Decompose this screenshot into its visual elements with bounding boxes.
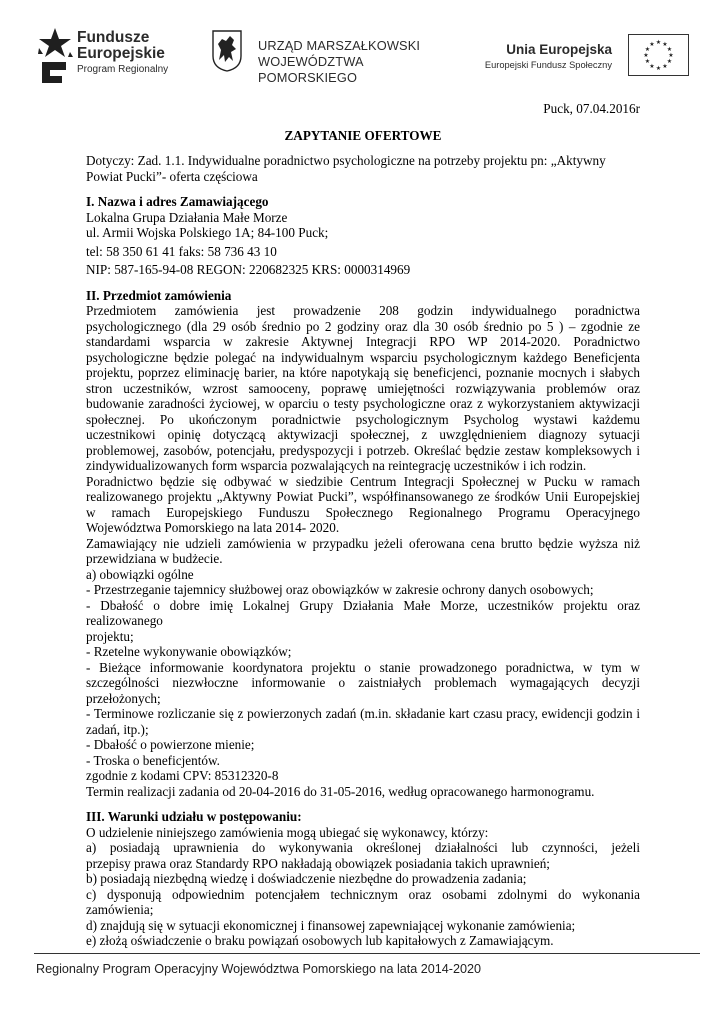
para1-line: budowanie zaradności życiowej, w oparciu o testy psychologiczne oraz z wykorzystaniem aktywizacji (86, 396, 640, 411)
duty-item: zadań, itp.); (86, 721, 149, 737)
section1-line: Lokalna Grupa Działania Małe Morze (86, 209, 288, 225)
griffin-crest-icon (212, 30, 242, 72)
duty-item: - Bieżące informowanie koordynatora projektu o stanie prowadzonego poradnictwa, w tym w (86, 659, 640, 675)
svg-text:★: ★ (649, 63, 655, 70)
fe-line1: Fundusze (77, 29, 150, 46)
section1-line: ul. Armii Wojska Polskiego 1A; 84-100 Puck; (86, 225, 329, 240)
cpv-code: zgodnie z kodami CPV: 85312320-8 (86, 768, 279, 783)
svg-text:★: ★ (666, 46, 673, 53)
condition-item: e) złożą oświadczenie o braku powiązań osobowych lub kapitałowych z Zamawiającym. (86, 933, 554, 948)
duty-item: - Troska o beneficjentów. (86, 752, 220, 768)
page-footer (34, 953, 700, 976)
para1-line: standardami wsparcia w zakresie Aktywnej Integracji RPO WP 2014-2020. Poradnictwo (86, 334, 640, 349)
para1-line: psychologicznego (dla 29 osób średnio po 2 godziny oraz dla 30 osób średnio po 5 ) – zgodnie ze (86, 318, 640, 334)
document-body (86, 101, 640, 949)
para2-line: Poradnictwo będzie się odbywać w siedzibie Centrum Integracji Społecznej w Pucku w ramach (86, 473, 640, 489)
svg-text:★: ★ (666, 58, 673, 65)
para1-line: zindywidualizowanych form wsparcia pozwalających na reintegrację uczestników i ich rodzin. (86, 458, 587, 473)
svg-text:★: ★ (662, 63, 668, 70)
term-line: Termin realizacji zadania od 20-04-2016 do 31-05-2016, według opracowanego harmonogramu. (86, 783, 595, 799)
duty-item: - Dbałość o dobre imię Lokalnej Grupy Działania Małe Morze, uczestników projektu oraz realizowanego (86, 597, 640, 628)
svg-text:★: ★ (649, 41, 655, 48)
para3-line: Zamawiający nie udzieli zamówienia w przypadku jeżeli oferowana cena brutto będzie wyższa niż (86, 535, 640, 551)
para1-line: Przedmiotem zamówienia jest prowadzenie 208 godzin indywidualnego poradnictwa (86, 303, 640, 318)
section1-heading: I. Nazwa i adres Zamawiającego (86, 194, 269, 209)
footer-text: Regionalny Program Operacyjny Województwa Pomorskiego na lata 2014-2020 (36, 962, 481, 976)
subject-line-2: Powiat Pucki”- oferta częściowa (86, 168, 258, 184)
condition-item: przepisy prawa oraz Standardy RPO nakładają obowiązek posiadania takich uprawnień; (86, 855, 550, 871)
date-line: Puck, 07.04.2016r (543, 101, 640, 116)
ue-line1: Unia Europejska (506, 42, 612, 57)
duty-item: - Przestrzeganie tajemnicy służbowej oraz obowiązków w zakresie ochrony danych osobowych; (86, 582, 594, 597)
document-title: ZAPYTANIE OFERTOWE (284, 127, 442, 143)
ue-line2: Europejski Fundusz Społeczny (484, 60, 612, 70)
um-line1: URZĄD MARSZAŁKOWSKI (258, 38, 421, 53)
section2-heading: II. Przedmiot zamówienia (86, 287, 232, 303)
unia-europejska-logo (482, 34, 692, 78)
footer-divider (34, 953, 700, 954)
para2-line: w ramach Europejskiego Funduszu Społecznego Regionalnego Programu Operacyjnego (86, 504, 640, 520)
svg-text:★: ★ (643, 52, 649, 59)
para3-line: przewidziana w budżecie. (86, 551, 223, 566)
para2-line: realizowanego projektu „Aktywny Powiat Pucki”, współfinansowanego ze środków Unii Europejskiej (86, 489, 640, 504)
para1-line: społecznej. Po ukończonym poradnictwie psychologicznym Psycholog wystawi każdemu (86, 411, 640, 427)
section3-heading: III. Warunki udziału w postępowaniu: (86, 809, 302, 824)
para2-line: Województwa Pomorskiego na lata 2014- 2020. (86, 520, 340, 535)
para1-line: psychologiczne będzie polegać na indywidualnym wsparciu psychologicznym każdego Beneficjenta (86, 349, 640, 365)
para1-line: stron uczestników, wzrost samooceny, poprawę umiejętności rozwiązywania problemów oraz (86, 380, 640, 396)
condition-item: b) posiadają niezbędną wiedzę i doświadczenie niezbędne do prowadzenia zadania; (86, 871, 527, 886)
duty-item: przełożonych; (86, 690, 161, 706)
svg-text:★: ★ (655, 65, 662, 72)
duty-item: - Rzetelne wykonywanie obowiązków; (86, 644, 292, 659)
duty-item: - Dbałość o powierzone mienie; (86, 737, 255, 752)
subject-line-1: Dotyczy: Zad. 1.1. Indywidualne poradnictwo psychologiczne na potrzeby projektu pn: „Aktywny (86, 153, 606, 168)
duty-item: - Terminowe rozliczanie się z powierzonych zadań (m.in. składanie kart czasu pracy, ewidencji godzin i (86, 706, 640, 721)
fe-line2: Europejskie (77, 45, 165, 62)
section1-line: tel: 58 350 61 41 faks: 58 736 43 10 (86, 243, 277, 259)
condition-item: a) posiadają uprawnienia do wykonywania określonej działalności lub czynności, jeżeli (86, 840, 640, 855)
para1-line: uczestnikowi opinię dotyczącą aktywizacji społecznej, z uwzględnieniem diagnozy sytuacji (86, 427, 640, 442)
svg-text:★: ★ (644, 58, 651, 65)
fe-stars-icon (36, 26, 74, 84)
svg-text:★: ★ (662, 41, 668, 48)
fe-line3: Program Regionalny (77, 64, 169, 75)
header-logos (0, 0, 725, 100)
svg-text:★: ★ (668, 52, 674, 59)
section3-intro: O udzielenie niniejszego zamówienia mogą ubiegać się wykonawcy, którzy: (86, 824, 489, 840)
duties-label: a) obowiązki ogólne (86, 566, 194, 582)
svg-text:★: ★ (644, 46, 651, 53)
fundusze-europejskie-logo (36, 26, 186, 84)
para1-line: problemowej, zasobów, potencjału, predyspozycji i potrzeb. Określać będzie zestaw kompleksowych i (86, 442, 640, 458)
eu-flag-icon (628, 34, 689, 76)
urzad-marszalkowski-logo (212, 30, 462, 85)
section1-line: NIP: 587-165-94-08 REGON: 220682325 KRS: 0000314969 (86, 262, 411, 277)
duty-item: szczególności niezwłoczne informowanie o zaistniałych problemach wymagających decyzji (86, 675, 640, 690)
para1-line: projektu, poprzez eliminację barier, na które napotykają się beneficjenci, poznanie mocnych i słabych (86, 365, 640, 380)
condition-item: zamówienia; (86, 902, 154, 917)
condition-item: d) znajdują się w sytuacji ekonomicznej i finansowej zapewniającej wykonanie zamówienia; (86, 917, 576, 933)
duty-item: projektu; (86, 628, 134, 644)
condition-item: c) dysponują odpowiednim potencjałem technicznym oraz osobami zdolnymi do wykonania (86, 886, 640, 902)
svg-text:★: ★ (655, 39, 662, 46)
um-line2: WOJEWÓDZTWA POMORSKIEGO (258, 54, 363, 85)
